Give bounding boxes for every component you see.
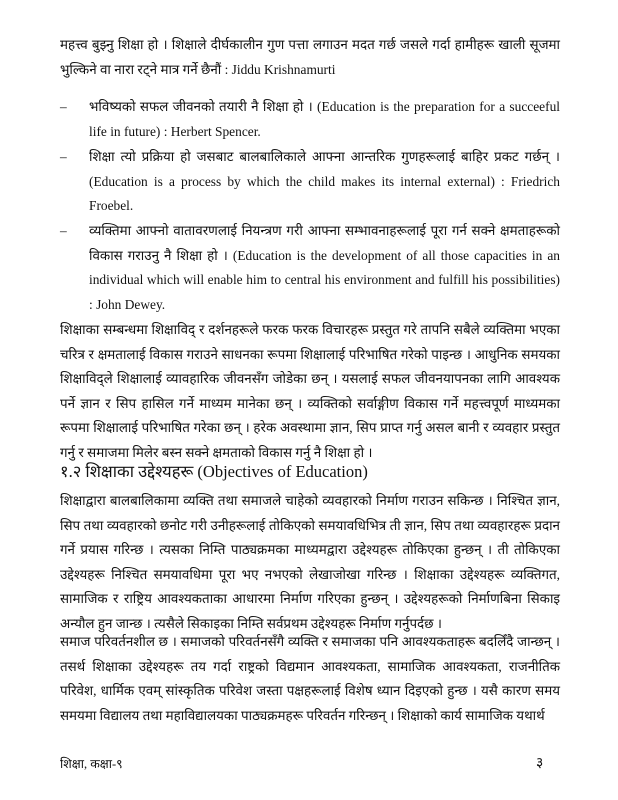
list-item bbox=[60, 145, 560, 219]
section-number: १.२ bbox=[60, 462, 82, 481]
body-paragraph: शिक्षाका सम्बन्धमा शिक्षाविद् र दर्शनहरूले फरक फरक विचारहरू प्रस्तुत गरे तापनि सबैले व्यक्तिमा भएका चरित्र र क्षमतालाई विकास गराउने साधनका रूपमा शिक्षालाई परिभाषित गरेको पाइन्छ । आधुनिक समयका शिक्षाविद्ले शिक्षालाई व्यावहारिक जीवनसँग जोडेका छन् । यसलाई सफल जीवनयापनका लागि आवश्यक पर्ने ज्ञान र सिप हासिल गर्ने माध्यम मानेका छन् । व्यक्तिको सर्वाङ्गीण विकास गर्ने महत्त्वपूर्ण माध्यमका रूपमा शिक्षालाई परिभाषित गरेका छन् । हरेक अवस्थामा ज्ञान, सिप प्राप्त गर्नु असल बानी र व्यवहार प्रस्तुत गर्नु र समाजमा मिलेर बस्न सक्ने क्षमताको विकास गर्नु नै शिक्षा हो । bbox=[60, 322, 560, 460]
page-number: ३ bbox=[536, 756, 544, 771]
footer-book-title: शिक्षा, कक्षा-९ bbox=[60, 757, 123, 771]
bullet-dash: – bbox=[60, 99, 67, 114]
list-item bbox=[60, 95, 560, 144]
bullet-text: शिक्षा त्यो प्रक्रिया हो जसबाट बालबालिकाले आफ्ना आन्तरिक गुणहरूलाई बाहिर प्रकट गर्छन् । (Education is a process by which the child makes its internal external) : Friedrich Froebel. bbox=[89, 149, 560, 213]
bullet-text: भविष्यको सफल जीवनको तयारी नै शिक्षा हो । (Education is the preparation for a succeeful life in future) : Herbert Spencer. bbox=[89, 99, 560, 139]
bullet-dash: – bbox=[60, 223, 67, 238]
section-heading bbox=[60, 459, 560, 485]
body-paragraph: शिक्षाद्वारा बालबालिकामा व्यक्ति तथा समाजले चाहेको व्यवहारको निर्माण गराउन सकिन्छ । निश्चित ज्ञान, सिप तथा व्यवहारको छनोट गरी उनीहरूलाई तोकिएको समयावधिभित्र ती ज्ञान, सिप तथा व्यवहारहरू प्रदान गर्ने प्रयास गरिन्छ । त्यसका निम्ति पाठ्यक्रमका माध्यमद्वारा उद्देश्यहरू तोकिएका हुन्छन् । ती तोकिएका उद्देश्यहरू निश्चित समयावधिमा पूरा भए नभएको लेखाजोखा गरिन्छ । शिक्षाका उद्देश्यहरू व्यक्तिगत, सामाजिक र राष्ट्रिय आवश्यकताका आधारमा निर्माण गरिएका हुन्छन् । उद्देश्यहरूको निर्माणबिना सिकाइ अन्यौल हुन जान्छ । त्यसैले सिकाइका निम्ति सर्वप्रथम उद्देश्यहरू निर्माण गर्नुपर्दछ । bbox=[60, 493, 560, 631]
bullet-text: व्यक्तिमा आफ्नो वातावरणलाई नियन्त्रण गरी आफ्ना सम्भावनाहरूलाई पूरा गर्न सक्ने क्षमताहरूको विकास गराउनु नै शिक्षा हो । (Education is the development of all those capacities in an individual which will enable him to central his environment and fulfill his possibilities) : John Dewey. bbox=[89, 223, 560, 312]
section-title: शिक्षाका उद्देश्यहरू (Objectives of Education) bbox=[85, 462, 368, 481]
bullet-dash: – bbox=[60, 149, 67, 164]
intro-paragraph: महत्त्व बुझ्नु शिक्षा हो । शिक्षाले दीर्घकालीन गुण पत्ता लगाउन मदत गर्छ जसले गर्दा हामीहरू खाली सूजमा भुल्किने वा नारा रट्ने मात्र गर्ने छैनौं : Jiddu Krishnamurti bbox=[60, 37, 560, 77]
list-item bbox=[60, 219, 560, 317]
body-paragraph: समाज परिवर्तनशील छ । समाजको परिवर्तनसँगै व्यक्ति र समाजका पनि आवश्यकताहरू बदलिँदै जान्छन् । तसर्थ शिक्षाका उद्देश्यहरू तय गर्दा राष्ट्रको विद्यमान आवश्यकता, सामाजिक आवश्यकता, राजनीतिक परिवेश, धार्मिक एवम् सांस्कृतिक परिवेश जस्ता पक्षहरूलाई विशेष ध्यान दिइएको हुन्छ । यसै कारण समय समयमा विद्यालय तथा महाविद्यालयका पाठ्यक्रमहरू परिवर्तन गरिन्छन् । शिक्षाको कार्य सामाजिक यथार्थ bbox=[60, 634, 560, 723]
